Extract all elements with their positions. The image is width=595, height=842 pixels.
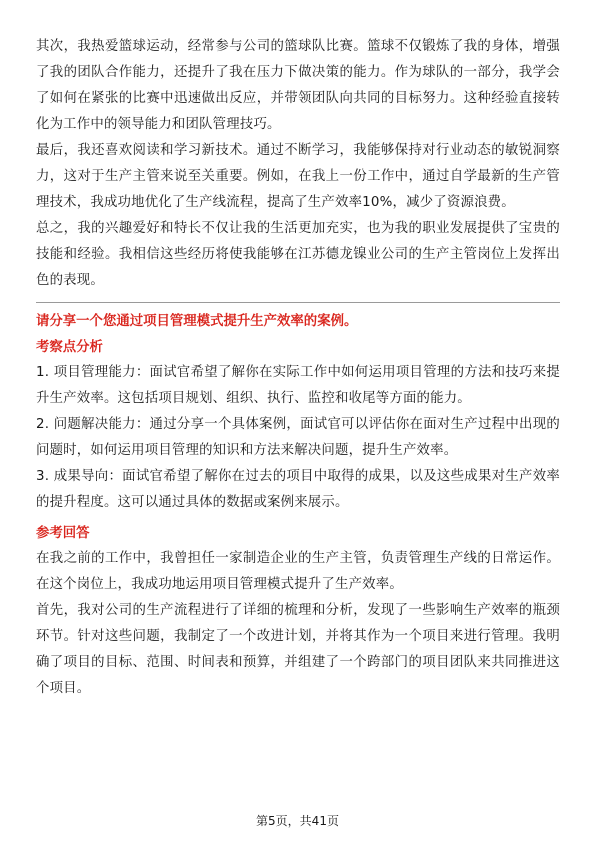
reference-paragraph-role: 在我之前的工作中，我曾担任一家制造企业的生产主管，负责管理生产线的日常运作。在这个岗位上，我成功地运用项目管理模式提升了生产效率。 [36,551,560,592]
intro-paragraph-basketball: 其次，我热爱篮球运动，经常参与公司的篮球队比赛。篮球不仅锻炼了我的身体，增强了我的团队合作能力，还提升了我在压力下做决策的能力。作为球队的一部分，我学会了如何在紧张的比赛中迅速做出反应，并带领团队向共同的目标努力。这种经验直接转化为工作中的领导能力和团队管理技巧。 [36,39,560,132]
reference-paragraph-process: 首先，我对公司的生产流程进行了详细的梳理和分析，发现了一些影响生产效率的瓶颈环节。针对这些问题，我制定了一个改进计划，并将其作为一个项目来进行管理。我明确了项目的目标、范围、时间表和预算，并组建了一个跨部门的项目团队来共同推进这个项目。 [36,603,560,696]
intro-paragraph-summary: 总之，我的兴趣爱好和特长不仅让我的生活更加充实，也为我的职业发展提供了宝贵的技能和经验。我相信这些经历将使我能够在江苏德龙镍业公司的生产主管岗位上发挥出色的表现。 [36,221,560,288]
analysis-item-project-management: 1. 项目管理能力：面试官希望了解你在实际工作中如何运用项目管理的方法和技巧来提升生产效率。这包括项目规划、组织、执行、监控和收尾等方面的能力。 [36,365,560,406]
analysis-item-results: 3. 成果导向：面试官希望了解你在过去的项目中取得的成果，以及这些成果对生产效率的提升程度。这可以通过具体的数据或案例来展示。 [36,469,560,510]
analysis-heading: 考察点分析 [36,340,103,355]
reference-heading: 参考回答 [36,526,90,541]
document-page [36,34,560,702]
section-divider [36,302,560,303]
interview-question: 请分享一个您通过项目管理模式提升生产效率的案例。 [36,314,358,329]
analysis-item-problem-solving: 2. 问题解决能力：通过分享一个具体案例，面试官可以评估你在面对生产过程中出现的问题时，如何运用项目管理的知识和方法来解决问题，提升生产效率。 [36,417,560,458]
intro-paragraph-reading: 最后，我还喜欢阅读和学习新技术。通过不断学习，我能够保持对行业动态的敏锐洞察力，这对于生产主管来说至关重要。例如，在我上一份工作中，通过自学最新的生产管理技术，我成功地优化了生产线流程，提高了生产效率10%，减少了资源浪费。 [36,143,560,210]
page-number: 第5页，共41页 [256,814,339,828]
